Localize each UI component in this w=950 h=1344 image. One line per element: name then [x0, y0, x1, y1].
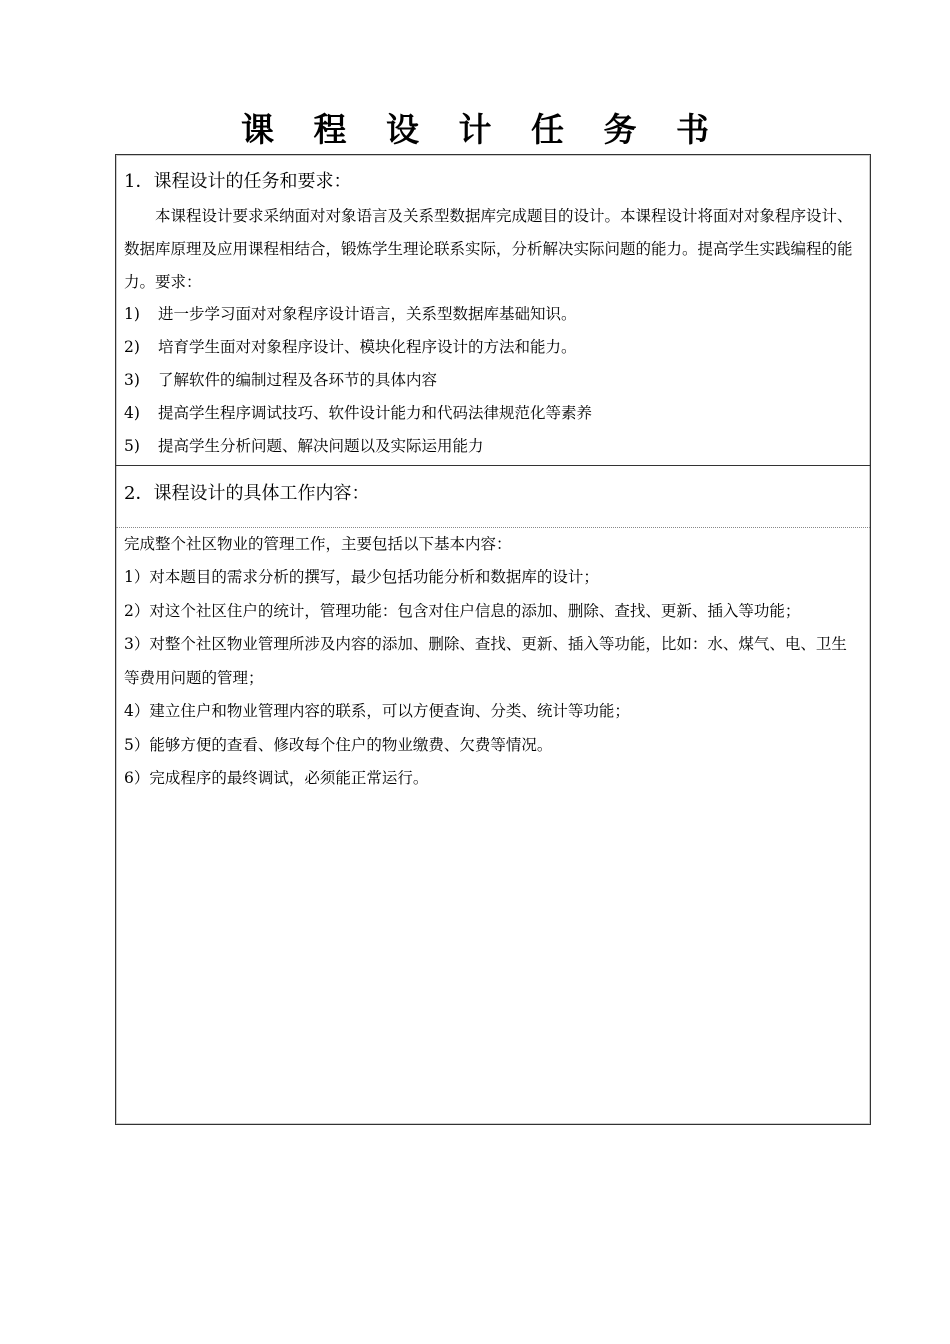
list-item-number: 5)	[124, 437, 140, 455]
list-item: 4）建立住户和物业管理内容的联系，可以方便查询、分类、统计等功能；	[124, 702, 630, 720]
section-work-content-header	[116, 467, 870, 528]
list-item	[124, 397, 862, 430]
section-task-requirements	[116, 155, 870, 466]
list-item-number: 2)	[124, 338, 140, 356]
list-item-number: 1)	[124, 305, 140, 323]
list-item	[124, 298, 862, 331]
list-item: 2）对这个社区住户的统计，管理功能：包含对住户信息的添加、删除、查找、更新、插入等功能；	[124, 601, 801, 620]
requirements-list	[124, 298, 862, 463]
list-item-text: 进一步学习面对对象程序设计语言，关系型数据库基础知识。	[158, 305, 577, 323]
list-item: 6）完成程序的最终调试，必须能正常运行。	[124, 769, 429, 787]
work-content-list	[124, 561, 862, 796]
list-item-text: 了解软件的编制过程及各环节的具体内容	[158, 371, 438, 389]
list-item-number: 3)	[124, 371, 140, 389]
list-item	[124, 331, 862, 364]
section1-intro: 本课程设计要求采纳面对对象语言及关系型数据库完成题目的设计。本课程设计将面对对象程序设计、数据库原理及应用课程相结合，锻炼学生理论联系实际，分析解决实际问题的能力。提高学生实践编程的能力。要求：	[124, 207, 853, 291]
section2-intro: 完成整个社区物业的管理工作，主要包括以下基本内容：	[124, 535, 512, 553]
list-item: 3）对整个社区物业管理所涉及内容的添加、删除、查找、更新、插入等功能，比如：水、煤气、电、卫生等费用问题的管理；	[124, 635, 847, 687]
list-item-text: 提高学生分析问题、解决问题以及实际运用能力	[158, 437, 484, 455]
list-item: 1）对本题目的需求分析的撰写，最少包括功能分析和数据库的设计；	[124, 568, 599, 586]
section1-heading: 1．课程设计的任务和要求：	[124, 171, 352, 192]
list-item: 5）能够方便的查看、修改每个住户的物业缴费、欠费等情况。	[124, 735, 553, 754]
list-item-number: 4)	[124, 404, 140, 422]
document-title: 课 程 设 计 任 务 书	[241, 110, 723, 149]
list-item	[124, 364, 862, 397]
task-table	[115, 154, 871, 1125]
list-item	[124, 430, 862, 463]
list-item-text: 提高学生程序调试技巧、软件设计能力和代码法律规范化等素养	[158, 404, 593, 422]
section2-heading: 2．课程设计的具体工作内容：	[124, 483, 370, 504]
list-item-text: 培育学生面对对象程序设计、模块化程序设计的方法和能力。	[158, 338, 577, 356]
